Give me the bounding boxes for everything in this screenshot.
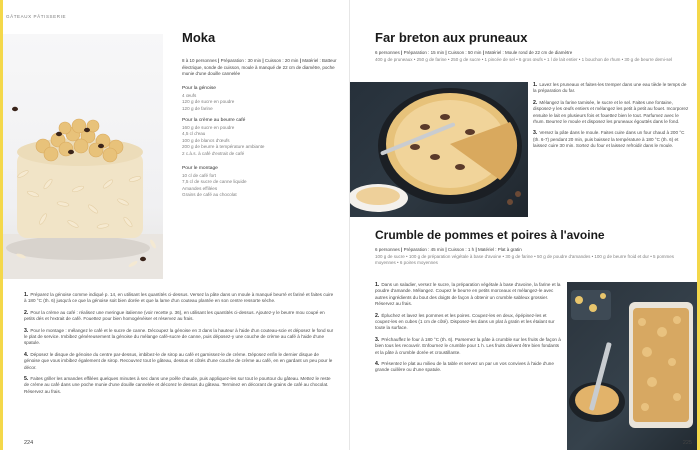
step-2	[375, 313, 562, 332]
step-number: 1.	[24, 292, 29, 298]
ingredient-item: Grains de café au chocolat	[182, 192, 237, 198]
meta-separator: |	[401, 50, 403, 55]
ingredient-item: Amandes effilées	[182, 185, 218, 191]
recipe-meta-moka	[182, 58, 338, 78]
step-number: 2.	[375, 312, 380, 319]
meta-cook: Cuisson : 20 min	[264, 58, 299, 63]
step-1	[375, 282, 562, 308]
crumble-photo	[567, 282, 697, 450]
step-2	[533, 100, 691, 126]
step-text: Épluchez et lavez les pommes et les poires. Coupez-les en deux, épépinez-les et coupez-les en cubes (1 cm de côté). Disposez-les dans un plat à gratin et les étalant sur toute la surface.	[375, 312, 555, 331]
step-text: Pour le montage : mélangez le café et le sucre de canne. Découpez la génoise en 3 dans la hauteur à l'aide d'un couteau-scie et déposez le fond sur le plat de service. Imbibez généreusement la génoise du mélange café-sucre de canne, puis déposez-y une couche de crème au café à l'aide d'une spatule.	[24, 327, 334, 346]
step-text: Préparez la génoise comme indiqué p. 14, en utilisant les quantités ci-dessus. Versez la pâte dans un moule à manqué beurré et fariné et faites cuire à 180 °C (th. 6) jusqu'à ce que la génoise soit bien dorée et que la lame d'un couteau plantée en son centre ressorte sèche.	[24, 292, 334, 304]
recipe-meta-far-breton	[375, 50, 685, 63]
step-1	[24, 292, 336, 305]
recipe-steps-far-breton	[533, 82, 691, 155]
step-2	[24, 310, 336, 323]
recipe-title-far-breton: Far breton aux pruneaux	[375, 30, 528, 45]
meta-separator: |	[299, 58, 301, 63]
step-number: 3.	[375, 336, 380, 343]
step-text: Lavez les pruneaux et faites-les tremper dans une eau tiède le temps de la préparation du far.	[533, 82, 687, 94]
step-4	[24, 352, 336, 371]
page-number-right: 225	[682, 440, 692, 446]
ingredient-item: 4,5 cl d'eau	[182, 131, 206, 137]
step-4	[375, 361, 562, 374]
ingredient-heading: Pour la crème au beurre café	[182, 118, 246, 123]
step-3	[24, 328, 336, 347]
step-3	[533, 130, 691, 149]
step-text: Préchauffez le four à 180 °C (th. 6). Parsemez la pâte à crumble sur les fruits de façon à bien tous les recouvrir. Enfournez le crumble pour 1 h. Les fruits doivent être bien fondants et la pâte à crumble dorée et croustillante.	[375, 336, 561, 355]
ingredient-item: 4 œufs	[182, 92, 197, 98]
meta-separator: |	[218, 58, 220, 63]
step-1	[533, 82, 691, 95]
page-gutter	[349, 0, 350, 450]
step-5	[24, 376, 336, 395]
step-number: 3.	[533, 130, 538, 137]
meta-people: 6 personnes	[375, 247, 400, 252]
step-number: 1.	[375, 282, 380, 288]
ingredient-item: 10 cl de café fort	[182, 172, 216, 178]
ingredient-item: 200 g de beurre à température ambiante	[182, 144, 265, 150]
step-text: Dans un saladier, versez le sucre, la préparation végétale à base d'avoine, la farine et la poudre d'amande. Mélangez. Coupez le beurre en petits morceaux et mélangez-le avec autres ingrédients du bout des doigts de façon à obtenir un crumble sableux grossier. Réservez au frais.	[375, 282, 561, 307]
step-number: 2.	[24, 309, 29, 316]
ingredient-heading: Pour le montage	[182, 166, 218, 171]
step-text: Faites griller les amandes effilées quelques minutes à sec dans une poêle chaude, puis appliquez-les sur tout le pourtour du gâteau. Mettez le reste de crème au café dans une poche munie d'une douille cannelée et décorez le dessus du gâteau. Terminez en décorant de grains de café au chocolat. Réservez au frais.	[24, 376, 331, 394]
meta-prep: Préparation : 30 min	[220, 58, 262, 63]
step-number: 4.	[375, 361, 380, 368]
ingredient-heading: Pour la génoise	[182, 86, 216, 91]
meta-separator: |	[445, 50, 447, 55]
moka-cake-photo	[3, 34, 163, 279]
meta-material: Matériel : Moule rond de 22 cm de diamètre	[485, 50, 573, 55]
page-number-left: 224	[24, 440, 34, 446]
meta-separator: |	[475, 247, 477, 252]
recipe-title-moka: Moka	[182, 30, 216, 45]
ingredient-group-creme	[182, 118, 332, 158]
meta-separator: |	[445, 247, 447, 252]
ingredient-group-montage	[182, 166, 332, 199]
far-breton-photo	[350, 82, 528, 217]
step-text: Présentez le plat au milieu de la table et servez un par un vos convives à l'aide d'une grande cuillère ou d'une spatule.	[375, 361, 554, 373]
recipe-meta-crumble	[375, 247, 693, 267]
step-3	[375, 337, 562, 356]
step-number: 5.	[24, 376, 29, 383]
step-number: 4.	[24, 351, 29, 358]
meta-prep: Préparation : 15 min	[403, 50, 445, 55]
step-text: Versez la pâte dans le moule. Faites cuire dans un four chaud à 200 °C (th. 6-7) pendant 20 min, puis baissez la température à 180 °C (th. 6) et laissez cuire 30 min. Sortez du four et laissez refroidir dans le moule.	[533, 130, 685, 149]
meta-prep: Préparation : 45 min	[403, 247, 445, 252]
recipe-steps-moka	[24, 292, 336, 400]
step-text: Pour la crème au café : réalisez une meringue italienne (voir recette p. 36), en utilisant les quantités ci-dessus. Ajoutez-y le beurre mou coupé en petits dés et l'extrait de café. Fouettez pour bien homogénéiser et réservez au frais.	[24, 309, 325, 322]
step-text: Déposez le disque de génoise du centre par-dessus, imbibez-le de sirop au café et garnissez-le de crème. Déposez enfin le dernier disque de génoise que vous imbibez également de sirop. Recouvrez tout le gâteau, dessus et côtés d'une couche de crème au café, en en gardant un peu pour le décor.	[24, 351, 333, 370]
meta-material: Matériel : Batteur électrique, sonde de cuisson, moule à manqué de 22 cm de diamètre, poche munie d'une douille cannelée	[182, 58, 337, 77]
breadcrumb: GÂTEAUX PÂTISSERIE	[6, 14, 67, 19]
ingredients-line: 400 g de pruneaux • 250 g de farine • 250 g de sucre • 1 pincée de sel • 6 gros œufs • 1 l de lait entier • 1 bouchon de rhum • 30 g de beurre demi-sel	[375, 56, 672, 62]
ingredient-item: 7,5 cl de sucre de canne liquide	[182, 179, 247, 185]
meta-cook: Cuisson : 50 min	[447, 50, 482, 55]
step-number: 2.	[533, 99, 538, 106]
ingredients-line: 100 g de sucre • 100 g de préparation végétale à base d'avoine • 30 g de farine • 50 g de poudre d'amandes • 100 g de beurre froid et dur • 5 pommes moyennes • 6 poires moyennes	[375, 253, 675, 266]
meta-separator: |	[262, 58, 264, 63]
meta-people: 6 personnes	[375, 50, 400, 55]
meta-separator: |	[401, 247, 403, 252]
ingredient-item: 2 c.à.s. à café d'extrait de café	[182, 150, 245, 156]
ingredient-item: 160 g de sucre en poudre	[182, 124, 235, 130]
step-number: 1.	[533, 82, 538, 88]
step-number: 3.	[24, 327, 29, 334]
meta-cook: Cuisson : 1 h	[447, 247, 475, 252]
ingredient-item: 120 g de sucre en poudre	[182, 99, 235, 105]
ingredient-item: 120 g de farine	[182, 105, 213, 111]
step-text: Mélangez la farine tamisée, le sucre et le sel. Faites une fontaine, disposez-y les œufs entiers et mélangez les petit à petit au fouet. Incorporez ensuite le lait en plusieurs fois et fouettez bien le tout. Parfumez avec le rhum. Beurrez le moule et disposez les pruneaux égouttés dans le fond.	[533, 99, 689, 125]
ingredient-group-genoise	[182, 86, 332, 112]
meta-separator: |	[482, 50, 484, 55]
recipe-title-crumble: Crumble de pommes et poires à l'avoine	[375, 228, 605, 242]
meta-people: 8 à 10 personnes	[182, 58, 217, 63]
ingredient-item: 100 g de blancs d'œufs	[182, 137, 230, 143]
meta-material: Matériel : Plat à gratin	[477, 247, 522, 252]
recipe-steps-crumble	[375, 282, 562, 379]
